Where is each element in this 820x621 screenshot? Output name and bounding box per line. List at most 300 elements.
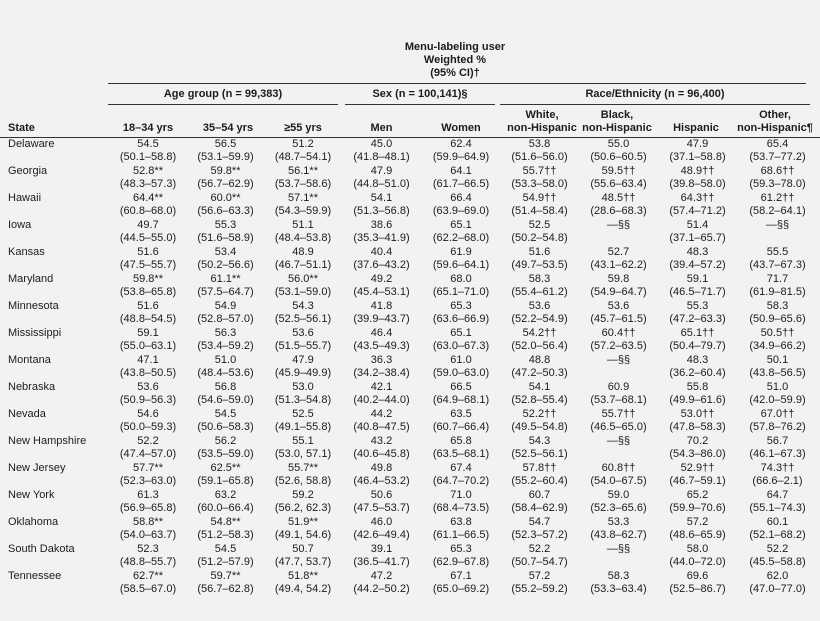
cell-men [343, 543, 420, 570]
cell-age-55-plus [263, 354, 343, 381]
estimate-value: 38.6 [370, 219, 393, 231]
race-group-header: Race/Ethnicity (n = 96,400) [585, 88, 725, 100]
confidence-interval: (50.9–65.6) [749, 312, 806, 325]
estimate-value: 60.7 [528, 489, 551, 501]
confidence-interval: (45.7–61.5) [590, 312, 647, 325]
estimate-value: 54.5 [137, 138, 159, 150]
cell-other-non-hispanic [735, 516, 820, 543]
estimate-value: 47.9 [686, 138, 709, 150]
confidence-interval: (51.6–56.0) [511, 150, 568, 163]
estimate-value: 49.2 [370, 273, 393, 285]
col-header-line: Other, [759, 109, 791, 121]
confidence-interval: (52.5–56.1) [274, 312, 332, 325]
confidence-interval: (57.4–71.2) [669, 204, 726, 217]
estimate-value: 51.9** [288, 516, 318, 528]
confidence-interval: (50.1–58.8) [119, 150, 177, 163]
confidence-interval: (56.6–63.3) [197, 204, 254, 217]
estimate-value: 53.6 [137, 381, 159, 393]
confidence-interval: (45.5–58.8) [749, 555, 806, 568]
estimate-value: 43.2 [370, 435, 393, 447]
confidence-interval: (34.9–66.2) [749, 339, 806, 352]
cell-age-35-54 [188, 489, 263, 516]
estimate-value: 57.2 [686, 516, 709, 528]
state-name: New Jersey [8, 462, 66, 474]
estimate-value: 59.0 [607, 489, 630, 501]
col-header-line: non-Hispanic [582, 122, 652, 134]
estimate-value: 45.0 [370, 138, 393, 150]
estimate-value: 42.1 [370, 381, 393, 393]
confidence-interval: (53.5–59.0) [197, 447, 254, 460]
cell-age-55-plus [263, 408, 343, 435]
confidence-interval: (50.7–54.7) [511, 555, 568, 568]
confidence-interval: (68.4–73.5) [432, 501, 490, 514]
confidence-interval: (54.3–86.0) [669, 447, 726, 460]
confidence-interval: (36.5–41.7) [353, 555, 410, 568]
estimate-value: 50.6 [370, 489, 393, 501]
confidence-interval: (39.9–43.7) [353, 312, 410, 325]
cell-white-non-hispanic [502, 462, 577, 489]
age-group-rule [108, 104, 338, 105]
confidence-interval: (52.8–55.4) [511, 393, 568, 406]
cell-age-18-34 [108, 354, 188, 381]
cell-age-18-34 [108, 462, 188, 489]
estimate-value: 57.2 [528, 570, 551, 582]
cell-hispanic [660, 138, 735, 165]
estimate-value: 52.5 [528, 219, 551, 231]
cell-other-non-hispanic [735, 462, 820, 489]
estimate-value: 65.3 [450, 300, 472, 312]
estimate-value: 50.1 [766, 354, 789, 366]
estimate-value: 59.8** [210, 165, 241, 177]
cell-men [343, 489, 420, 516]
estimate-value: —§§ [606, 435, 631, 447]
estimate-value: 64.7 [766, 489, 789, 501]
cell-other-non-hispanic [735, 300, 820, 327]
estimate-value: 51.4 [686, 219, 709, 231]
estimate-value: 53.4 [214, 246, 237, 258]
cell-black-non-hispanic [577, 408, 660, 435]
cell-age-35-54 [188, 273, 263, 300]
estimate-value: —§§ [765, 219, 790, 231]
cell-other-non-hispanic [735, 246, 820, 273]
confidence-interval: (48.4–53.6) [197, 366, 254, 379]
confidence-interval: (52.3–65.6) [590, 501, 647, 514]
confidence-interval: (55.2–60.4) [511, 474, 568, 487]
table-row [0, 408, 820, 435]
confidence-interval: (44.5–55.0) [119, 231, 177, 244]
cell-age-18-34 [108, 327, 188, 354]
cell-other-non-hispanic [735, 192, 820, 219]
confidence-interval: (46.1–67.3) [749, 447, 806, 460]
cell-age-35-54 [188, 435, 263, 462]
cell-other-non-hispanic [735, 327, 820, 354]
estimate-value: 54.8** [210, 516, 241, 528]
confidence-interval: (52.2–54.9) [511, 312, 568, 325]
estimate-value: 68.6†† [760, 165, 795, 177]
estimate-value: 54.2†† [522, 327, 557, 339]
cell-hispanic [660, 489, 735, 516]
cell-other-non-hispanic [735, 138, 820, 165]
confidence-interval: (49.1–55.8) [274, 420, 332, 433]
confidence-interval: (53.1–59.0) [274, 285, 332, 298]
confidence-interval: (49.9–61.6) [669, 393, 726, 406]
confidence-interval: (55.6–63.4) [590, 177, 647, 190]
confidence-interval: (51.2–57.9) [197, 555, 254, 568]
cell-age-55-plus [263, 219, 343, 246]
confidence-interval: (40.6–45.8) [353, 447, 410, 460]
estimate-value: 64.4** [133, 192, 163, 204]
col-header-line: Black, [600, 109, 634, 121]
cell-other-non-hispanic [735, 381, 820, 408]
cell-other-non-hispanic [735, 408, 820, 435]
confidence-interval: (40.8–47.5) [353, 420, 410, 433]
estimate-value: 62.5** [210, 462, 241, 474]
estimate-value: 53.3 [607, 516, 630, 528]
confidence-interval: (65.1–71.0) [432, 285, 490, 298]
cell-age-55-plus [263, 165, 343, 192]
cell-black-non-hispanic [577, 327, 660, 354]
estimate-value: 67.0†† [760, 408, 795, 420]
confidence-interval: (50.9–56.3) [119, 393, 177, 406]
cell-women [420, 489, 502, 516]
cell-black-non-hispanic [577, 543, 660, 570]
confidence-interval: (66.6–2.1) [752, 474, 803, 487]
cell-hispanic [660, 165, 735, 192]
table-row [0, 462, 820, 489]
table-row [0, 543, 820, 570]
cell-men [343, 462, 420, 489]
estimate-value: 55.3 [686, 300, 709, 312]
confidence-interval: (39.4–57.2) [669, 258, 726, 271]
cell-black-non-hispanic [577, 138, 660, 165]
cell-age-55-plus [263, 300, 343, 327]
col-header-35-54: 35–54 yrs [202, 122, 254, 134]
cell-age-35-54 [188, 219, 263, 246]
confidence-interval: (55.4–61.2) [511, 285, 568, 298]
state-name: Iowa [8, 219, 32, 231]
estimate-value: 55.8 [686, 381, 709, 393]
cell-white-non-hispanic [502, 543, 577, 570]
estimate-value: 59.7** [210, 570, 241, 582]
confidence-interval: (65.0–69.2) [432, 582, 490, 595]
cell-black-non-hispanic [577, 570, 660, 597]
cell-women [420, 192, 502, 219]
confidence-interval: (51.2–58.3) [197, 528, 254, 541]
estimate-value: 56.0** [288, 273, 318, 285]
estimate-value: 53.0 [292, 381, 314, 393]
confidence-interval: (46.4–53.2) [353, 474, 410, 487]
cell-age-55-plus [263, 381, 343, 408]
confidence-interval: (47.2–50.3) [511, 366, 568, 379]
state-name: New Hampshire [8, 435, 87, 447]
estimate-value: 47.9 [292, 354, 314, 366]
cell-women [420, 273, 502, 300]
cell-age-18-34 [108, 543, 188, 570]
cell-hispanic [660, 435, 735, 462]
table-row [0, 165, 820, 192]
confidence-interval: (60.0–66.4) [197, 501, 254, 514]
estimate-value: 52.8** [133, 165, 163, 177]
confidence-interval: (53.0, 57.1) [274, 447, 332, 460]
table-row [0, 300, 820, 327]
table-row [0, 435, 820, 462]
cell-women [420, 570, 502, 597]
col-header-women: Women [441, 122, 481, 134]
estimate-value: 53.0†† [680, 408, 715, 420]
cell-black-non-hispanic [577, 489, 660, 516]
cell-women [420, 246, 502, 273]
cell-age-18-34 [108, 435, 188, 462]
estimate-value: 48.8 [528, 354, 551, 366]
estimate-value: 49.7 [137, 219, 159, 231]
confidence-interval: (40.2–44.0) [353, 393, 410, 406]
title-line: Weighted % [423, 54, 487, 66]
cell-men [343, 219, 420, 246]
estimate-value: 64.3†† [680, 192, 715, 204]
estimate-value: 55.3 [214, 219, 237, 231]
confidence-interval: (46.5–71.7) [669, 285, 726, 298]
state-name: Nevada [8, 408, 46, 420]
estimate-value: 70.2 [686, 435, 709, 447]
col-header-18-34: 18–34 yrs [122, 122, 174, 134]
confidence-interval: (64.7–70.2) [432, 474, 490, 487]
estimate-value: 56.2 [214, 435, 237, 447]
estimate-value: 71.0 [450, 489, 472, 501]
confidence-interval: (41.8–48.1) [353, 150, 410, 163]
confidence-interval: (56.7–62.9) [197, 177, 254, 190]
confidence-interval: (59.6–64.1) [432, 258, 490, 271]
confidence-interval: (63.5–68.1) [432, 447, 490, 460]
estimate-value: 54.3 [528, 435, 551, 447]
confidence-interval: (37.1–65.7) [669, 231, 726, 244]
estimate-value: 64.1 [450, 165, 472, 177]
confidence-interval: (50.4–79.7) [669, 339, 726, 352]
confidence-interval: (36.2–60.4) [669, 366, 726, 379]
confidence-interval: (53.7–68.1) [590, 393, 647, 406]
estimate-value: 52.2 [528, 543, 551, 555]
confidence-interval: (43.1–62.2) [590, 258, 647, 271]
estimate-value: 48.9 [292, 246, 314, 258]
estimate-value: 53.8 [528, 138, 551, 150]
confidence-interval: (49.4, 54.2) [274, 582, 332, 595]
cell-hispanic [660, 570, 735, 597]
cell-age-18-34 [108, 300, 188, 327]
cell-men [343, 327, 420, 354]
estimate-value: 36.3 [370, 354, 393, 366]
cell-hispanic [660, 327, 735, 354]
estimate-value: 49.8 [370, 462, 393, 474]
estimate-value: 65.8 [450, 435, 472, 447]
confidence-interval: (50.6–60.5) [590, 150, 647, 163]
cell-age-18-34 [108, 273, 188, 300]
cell-men [343, 192, 420, 219]
cell-age-18-34 [108, 516, 188, 543]
confidence-interval: (46.7–59.1) [669, 474, 726, 487]
cell-age-35-54 [188, 246, 263, 273]
estimate-value: 54.1 [370, 192, 393, 204]
cell-black-non-hispanic [577, 381, 660, 408]
cell-age-18-34 [108, 489, 188, 516]
confidence-interval: (48.3–57.3) [119, 177, 177, 190]
estimate-value: —§§ [606, 543, 631, 555]
cell-age-18-34 [108, 219, 188, 246]
estimate-value: 65.3 [450, 543, 472, 555]
cell-black-non-hispanic [577, 435, 660, 462]
col-header-line: non-Hispanic [507, 122, 577, 134]
cell-black-non-hispanic [577, 354, 660, 381]
cell-white-non-hispanic [502, 165, 577, 192]
confidence-interval: (61.1–66.5) [432, 528, 490, 541]
estimate-value: 44.2 [370, 408, 393, 420]
cell-hispanic [660, 192, 735, 219]
estimate-value: 48.5†† [601, 192, 636, 204]
estimate-value: 47.9 [370, 165, 393, 177]
cell-black-non-hispanic [577, 516, 660, 543]
confidence-interval: (56.9–65.8) [119, 501, 177, 514]
estimate-value: 62.7** [133, 570, 163, 582]
cell-men [343, 354, 420, 381]
cell-black-non-hispanic [577, 273, 660, 300]
confidence-interval: (49.5–54.8) [511, 420, 568, 433]
estimate-value: 51.6 [137, 246, 159, 258]
estimate-value: 58.3 [607, 570, 630, 582]
confidence-interval: (52.0–56.4) [511, 339, 568, 352]
estimate-value: 52.2 [137, 435, 159, 447]
confidence-interval: (59.0–63.0) [432, 366, 490, 379]
cell-white-non-hispanic [502, 381, 577, 408]
confidence-interval: (37.1–58.8) [669, 150, 726, 163]
col-header-hispanic: Hispanic [673, 122, 719, 134]
estimate-value: 59.1 [137, 327, 159, 339]
data-table [0, 138, 820, 597]
confidence-interval: (56.2, 62.3) [274, 501, 332, 514]
estimate-value: 67.1 [450, 570, 472, 582]
confidence-interval: (57.8–76.2) [749, 420, 806, 433]
confidence-interval: (51.5–55.7) [274, 339, 332, 352]
sex-group-rule [345, 104, 495, 105]
confidence-interval: (52.3–63.0) [119, 474, 177, 487]
cell-men [343, 273, 420, 300]
cell-age-18-34 [108, 165, 188, 192]
confidence-interval: (57.2–63.5) [590, 339, 647, 352]
confidence-interval: (55.1–74.3) [749, 501, 806, 514]
cell-age-35-54 [188, 543, 263, 570]
cell-age-35-54 [188, 570, 263, 597]
cell-men [343, 138, 420, 165]
estimate-value: 40.4 [370, 246, 393, 258]
confidence-interval: (62.2–68.0) [432, 231, 490, 244]
title-rule [108, 83, 806, 84]
cell-hispanic [660, 543, 735, 570]
estimate-value: 65.1†† [680, 327, 715, 339]
estimate-value: 55.7†† [522, 165, 557, 177]
cell-black-non-hispanic [577, 219, 660, 246]
sex-group-header: Sex (n = 100,141)§ [372, 88, 468, 100]
estimate-value: 52.3 [137, 543, 159, 555]
confidence-interval: (42.0–59.9) [749, 393, 806, 406]
estimate-value: —§§ [606, 354, 631, 366]
estimate-value: 57.8†† [522, 462, 557, 474]
cell-age-35-54 [188, 165, 263, 192]
cell-age-55-plus [263, 435, 343, 462]
confidence-interval: (61.7–66.5) [432, 177, 490, 190]
cell-women [420, 408, 502, 435]
estimate-value: 61.9 [450, 246, 472, 258]
cell-men [343, 165, 420, 192]
confidence-interval: (45.4–53.1) [353, 285, 410, 298]
estimate-value: 55.7†† [601, 408, 636, 420]
estimate-value: 56.5 [214, 138, 237, 150]
estimate-value: 57.1** [288, 192, 318, 204]
confidence-interval: (61.9–81.5) [749, 285, 806, 298]
cell-other-non-hispanic [735, 165, 820, 192]
state-name: Maryland [8, 273, 54, 285]
cell-white-non-hispanic [502, 327, 577, 354]
confidence-interval: (56.7–62.8) [197, 582, 254, 595]
confidence-interval: (47.4–57.0) [119, 447, 177, 460]
estimate-value: 41.8 [370, 300, 393, 312]
cell-age-18-34 [108, 138, 188, 165]
estimate-value: 54.9†† [522, 192, 557, 204]
estimate-value: 59.2 [292, 489, 314, 501]
estimate-value: 56.8 [214, 381, 237, 393]
cell-age-18-34 [108, 408, 188, 435]
confidence-interval: (60.8–68.0) [119, 204, 177, 217]
cell-age-55-plus [263, 489, 343, 516]
estimate-value: 60.0** [210, 192, 241, 204]
cell-age-55-plus [263, 246, 343, 273]
estimate-value: 51.8** [288, 570, 318, 582]
confidence-interval: (52.3–57.2) [511, 528, 568, 541]
col-header-line: non-Hispanic¶ [737, 122, 813, 134]
estimate-value: 58.0 [686, 543, 709, 555]
col-header-white-non-hispanic [502, 109, 582, 135]
estimate-value: 51.0 [214, 354, 237, 366]
estimate-value: 57.7** [133, 462, 163, 474]
confidence-interval: (35.3–41.9) [353, 231, 410, 244]
cell-men [343, 381, 420, 408]
cell-hispanic [660, 273, 735, 300]
estimate-value: 60.1 [766, 516, 789, 528]
col-header-line: White, [525, 109, 559, 121]
confidence-interval: (52.5–56.1) [511, 447, 568, 460]
cell-hispanic [660, 354, 735, 381]
estimate-value: 46.0 [370, 516, 393, 528]
estimate-value: 66.4 [450, 192, 472, 204]
table-row [0, 381, 820, 408]
confidence-interval: (51.3–54.8) [274, 393, 332, 406]
cell-other-non-hispanic [735, 570, 820, 597]
cell-age-55-plus [263, 327, 343, 354]
estimate-value: 59.1 [686, 273, 709, 285]
cell-men [343, 408, 420, 435]
confidence-interval: (53.1–59.9) [197, 150, 254, 163]
confidence-interval: (52.6, 58.8) [274, 474, 332, 487]
cell-age-55-plus [263, 516, 343, 543]
estimate-value: 54.9 [214, 300, 237, 312]
confidence-interval: (54.0–63.7) [119, 528, 177, 541]
confidence-interval: (59.3–78.0) [749, 177, 806, 190]
cell-white-non-hispanic [502, 516, 577, 543]
cell-men [343, 300, 420, 327]
estimate-value: 52.7 [607, 246, 630, 258]
estimate-value: 47.2 [370, 570, 393, 582]
confidence-interval: (54.3–59.9) [274, 204, 332, 217]
state-name: Hawaii [8, 192, 42, 204]
confidence-interval: (54.0–67.5) [590, 474, 647, 487]
confidence-interval: (47.5–55.7) [119, 258, 177, 271]
state-name: Oklahoma [8, 516, 59, 528]
